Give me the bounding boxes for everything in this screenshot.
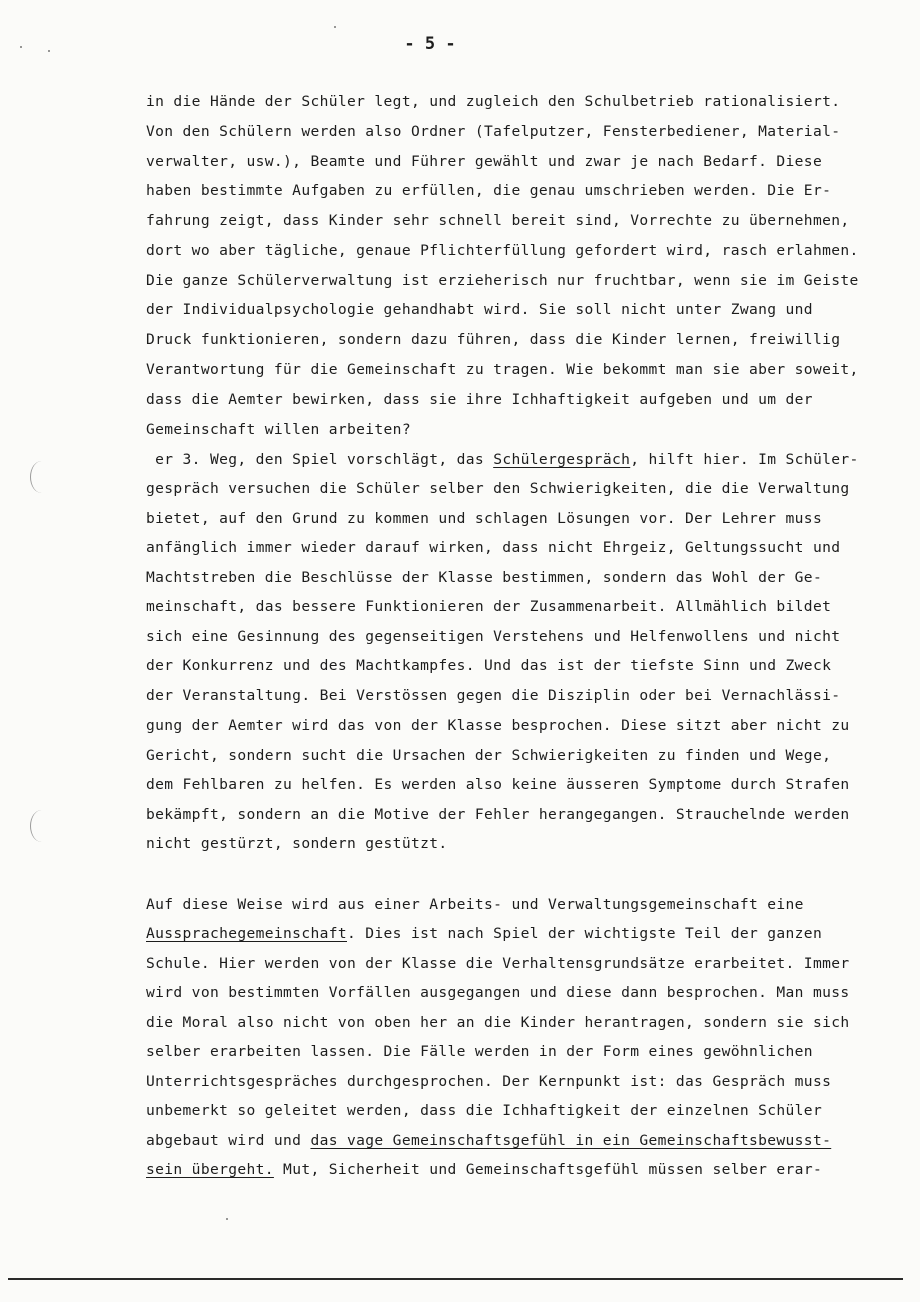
text-line [146,924,866,944]
text-line: dort wo aber tägliche, genaue Pflichterfüllung gefordert wird, rasch erlahmen. [146,242,859,259]
paper-speck [48,50,50,52]
text-line: Von den Schülern werden also Ordner (Tafelputzer, Fensterbediener, Material- [146,123,841,140]
paper-speck [20,46,22,48]
text-line: verwalter, usw.), Beamte und Führer gewählt und zwar je nach Bedarf. Diese [146,153,823,170]
text-segment: . Dies ist nach Spiel der wichtigste Teil der ganzen [347,925,823,942]
text-line: in die Hände der Schüler legt, und zugleich den Schulbetrieb rationalisiert. [146,93,841,110]
text-line: die Moral also nicht von oben her an die Kinder herantragen, sondern sie sich [146,1014,850,1031]
text-line: Auf diese Weise wird aus einer Arbeits- und Verwaltungsgemeinschaft eine [146,896,804,913]
text-line [146,450,866,470]
paper-speck [226,1218,228,1220]
punch-hole-mark [30,810,53,842]
bottom-rule [8,1278,903,1280]
text-line: Gemeinschaft willen arbeiten? [146,421,411,438]
text-segment: abgebaut wird und [146,1132,311,1149]
text-line: Verantwortung für die Gemeinschaft zu tragen. Wie bekommt man sie aber soweit, [146,361,859,378]
text-segment: Mut, Sicherheit und Gemeinschaftsgefühl müssen selber erar- [273,1161,823,1178]
text-line: der Veranstaltung. Bei Verstössen gegen die Disziplin oder bei Vernachlässi- [146,687,841,704]
text-line: haben bestimmte Aufgaben zu erfüllen, die genau umschrieben werden. Die Er- [146,182,832,199]
text-line: wird von bestimmten Vorfällen ausgegangen und diese dann besprochen. Man muss [146,984,850,1001]
text-line: der Konkurrenz und des Machtkampfes. Und das ist der tiefste Sinn und Zweck [146,657,832,674]
text-segment: , hilft hier. Im Schüler- [630,451,859,468]
text-line: Machtstreben die Beschlüsse der Klasse bestimmen, sondern das Wohl der Ge- [146,569,823,586]
text-line: fahrung zeigt, dass Kinder sehr schnell bereit sind, Vorrechte zu übernehmen, [146,212,850,229]
paper-speck [334,26,336,28]
text-line: dass die Aemter bewirken, dass sie ihre Ichhaftigkeit aufgeben und um der [146,391,813,408]
text-line: sich eine Gesinnung des gegenseitigen Verstehens und Helfenwollens und nicht [146,628,841,645]
text-line: Druck funktionieren, sondern dazu führen, dass die Kinder lernen, freiwillig [146,331,841,348]
text-line: Die ganze Schülerverwaltung ist erzieherisch nur fruchtbar, wenn sie im Geiste [146,272,859,289]
text-line: dem Fehlbaren zu helfen. Es werden also keine äusseren Symptome durch Strafen [146,776,850,793]
underlined-term-aussprachegemeinschaft: Aussprachegemeinschaft [146,925,347,942]
text-line: der Individualpsychologie gehandhabt wird. Sie soll nicht unter Zwang und [146,301,813,318]
text-line: Gericht, sondern sucht die Ursachen der Schwierigkeiten zu finden und Wege, [146,747,832,764]
underlined-phrase: sein übergeht. [146,1161,274,1178]
text-line [146,1131,866,1151]
punch-hole-mark [30,461,53,493]
text-line: meinschaft, das bessere Funktionieren der Zusammenarbeit. Allmählich bildet [146,598,832,615]
text-line: Schule. Hier werden von der Klasse die Verhaltensgrundsätze erarbeitet. Immer [146,955,850,972]
text-line: unbemerkt so geleitet werden, dass die Ichhaftigkeit der einzelnen Schüler [146,1102,823,1119]
text-line: nicht gestürzt, sondern gestützt. [146,835,448,852]
text-line: bekämpft, sondern an die Motive der Fehler herangegangen. Strauchelnde werden [146,806,850,823]
text-line: gung der Aemter wird das von der Klasse besprochen. Diese sitzt aber nicht zu [146,717,850,734]
page-number: - 5 - [404,34,456,54]
text-line: gespräch versuchen die Schüler selber den Schwierigkeiten, die die Verwaltung [146,480,850,497]
underlined-term-schuelergespraech: Schülergespräch [493,451,631,468]
text-line: selber erarbeiten lassen. Die Fälle werden in der Form eines gewöhnlichen [146,1043,813,1060]
text-segment: er 3. Weg, den Spiel vorschlägt, das [146,451,494,468]
underlined-phrase: das vage Gemeinschaftsgefühl in ein Gemeinschaftsbewusst- [310,1132,832,1149]
text-line: bietet, auf den Grund zu kommen und schlagen Lösungen vor. Der Lehrer muss [146,510,823,527]
text-line: anfänglich immer wieder darauf wirken, dass nicht Ehrgeiz, Geltungssucht und [146,539,841,556]
text-line [146,1160,866,1180]
text-line: Unterrichtsgespräches durchgesprochen. Der Kernpunkt ist: das Gespräch muss [146,1073,832,1090]
